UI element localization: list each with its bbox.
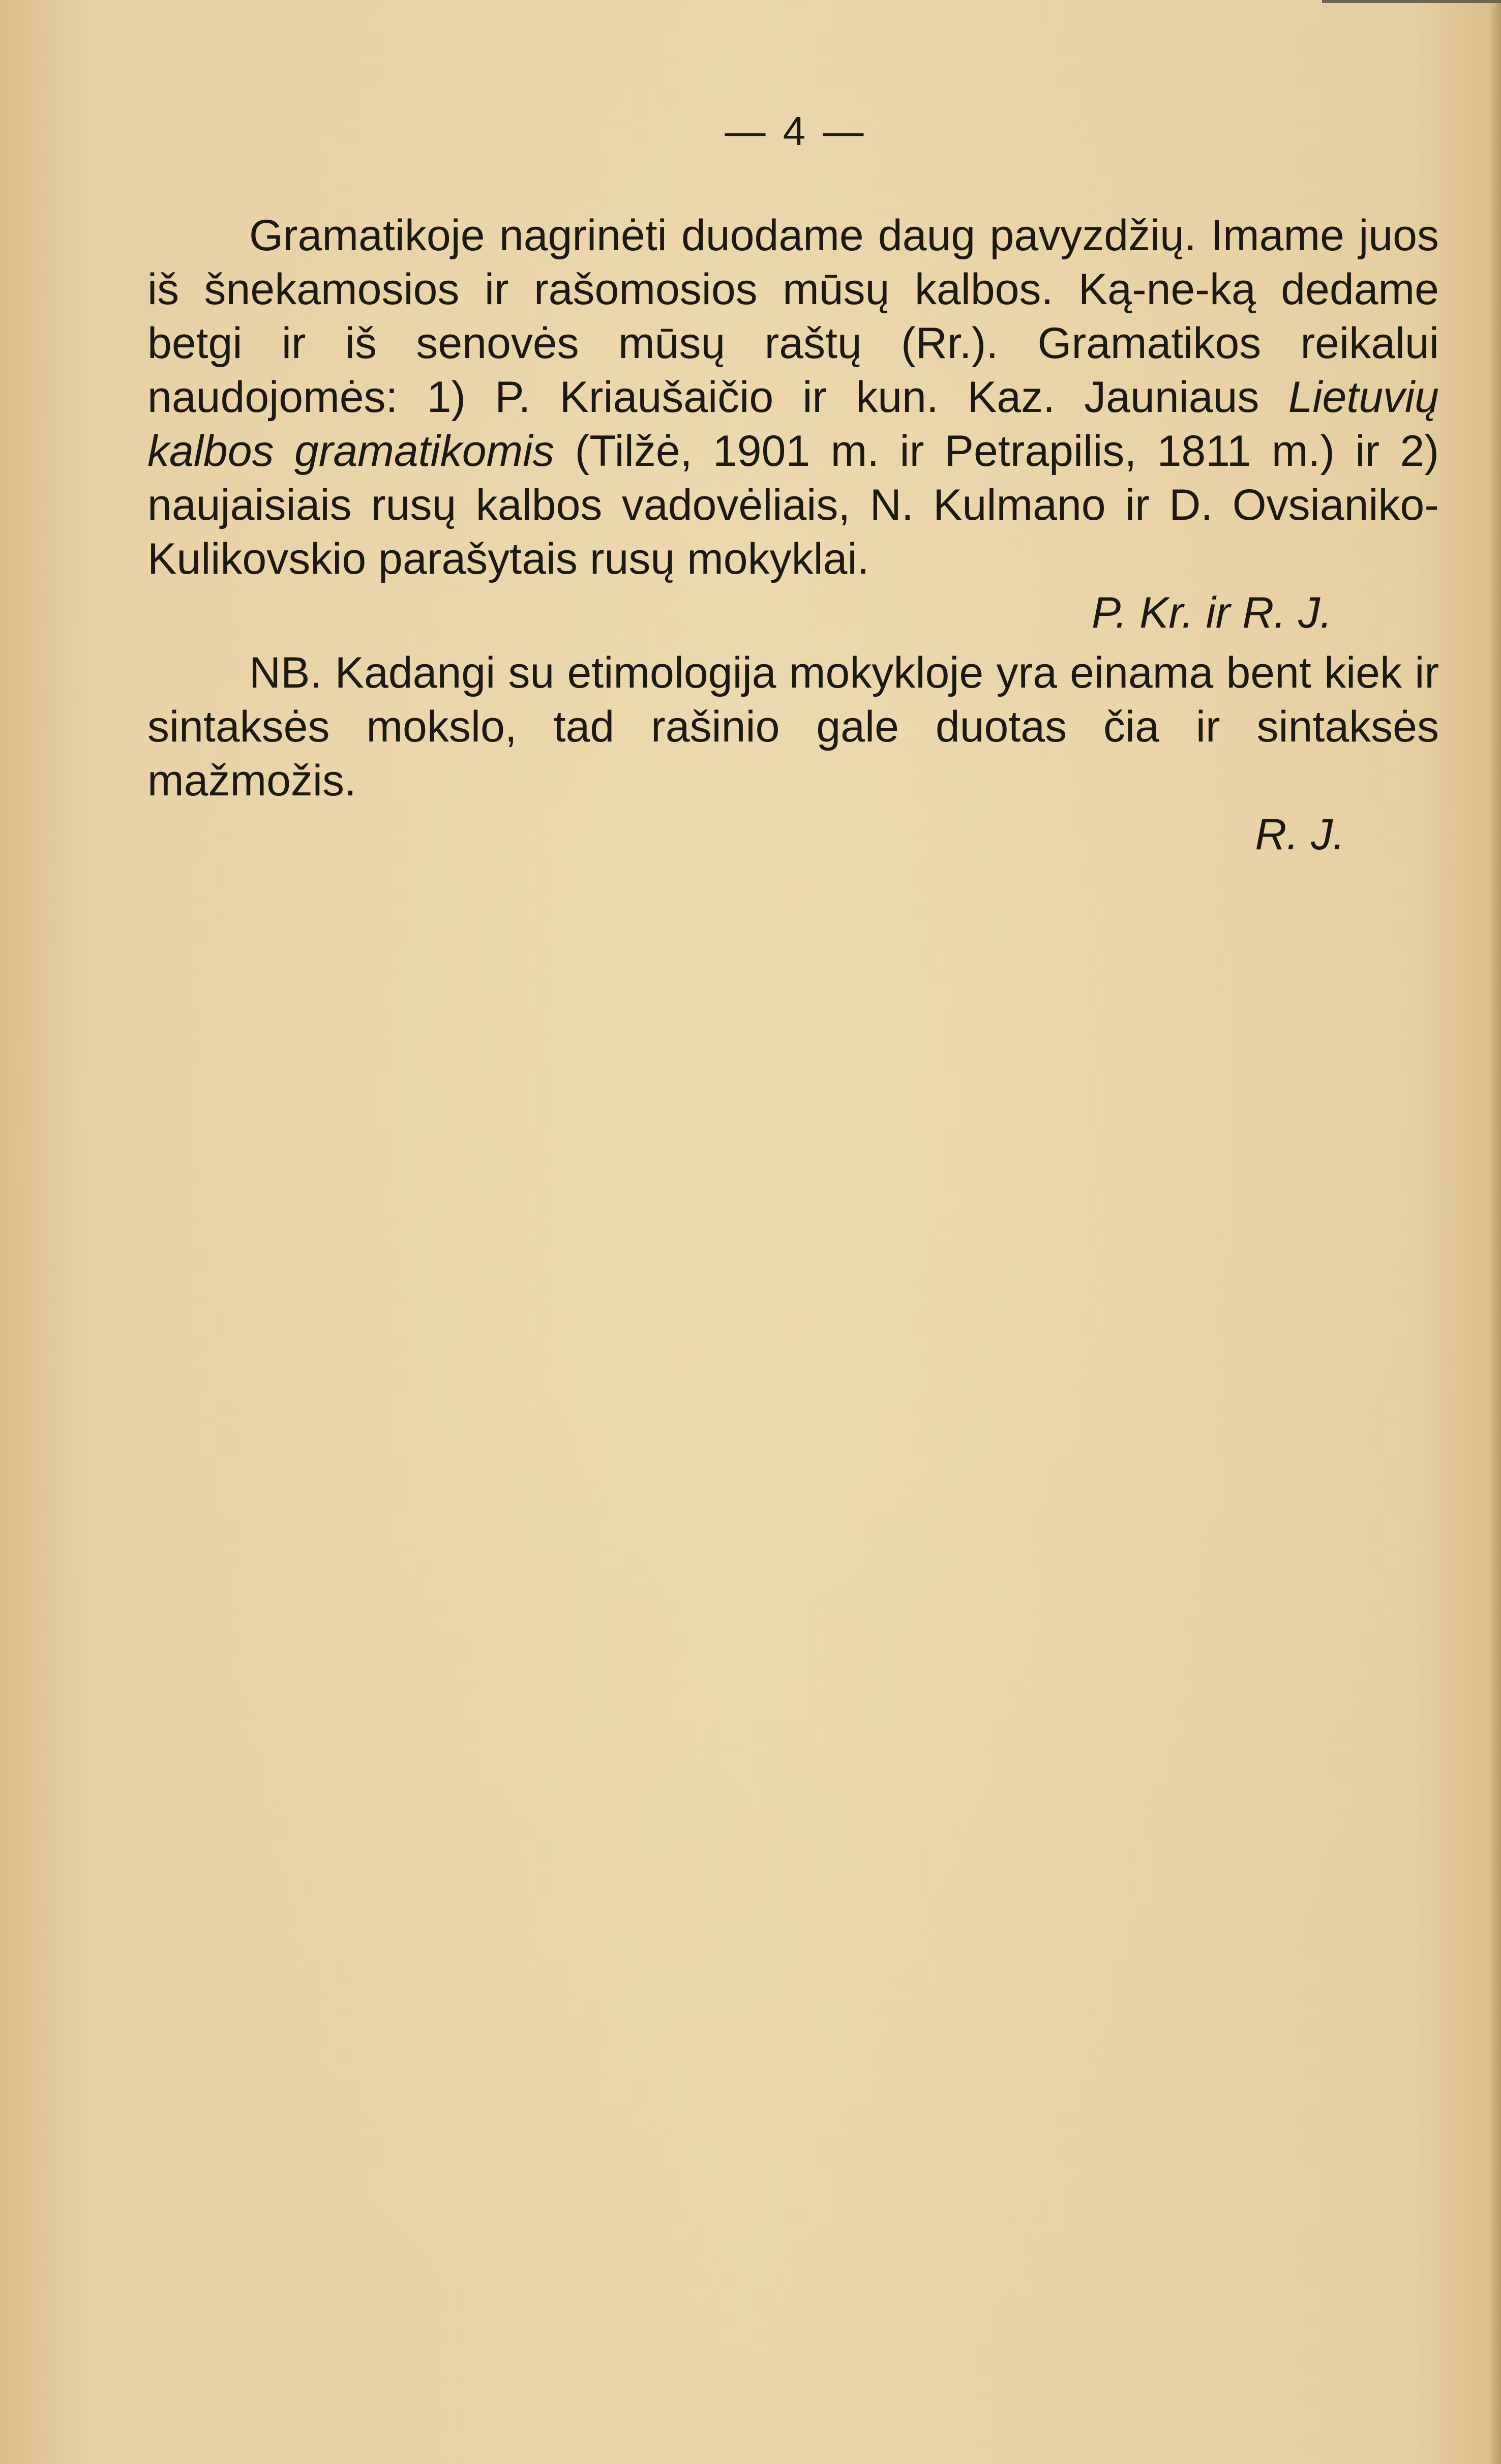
book-title-italic: Lietuvių kalbos gramatikomis: [147, 373, 1439, 476]
signature-initials: R. J.: [1255, 810, 1345, 859]
page-edge-top: [1322, 0, 1501, 3]
page-body: [147, 209, 1439, 862]
paragraph-text: (Tilžė, 1901 m. ir Petrapilis, 1811 m.) ir 2) naujaisiais rusų kalbos vadovėliais, N. Kulmano ir D. Ovsianiko-Kulikovskio parašytais rusų mokyklai.: [147, 427, 1439, 583]
page-edge-right: [1490, 0, 1501, 2464]
signature-authors: P. Kr. ir R. J.: [1091, 588, 1332, 637]
preface-paragraph: [147, 209, 1439, 586]
note-paragraph: NB. Kadangi su etimologija mokykloje yra einama bent kiek ir sintaksės mokslo, tad rašinio gale duotas čia ir sintaksės mažmožis.: [147, 648, 1439, 805]
paragraph-text: Gramatikoje nagrinėti duodame daug pavyzdžių. Imame juos iš šnekamosios ir rašomosios mūsų kalbos. Ką-ne-ką dedame betgi ir iš senovės mūsų raštų (Rr.). Gramatikos reikalui naudojomės: 1) P. Kriaušaičio ir kun. Kaz. Jauniaus: [147, 211, 1439, 422]
page-number: — 4 —: [725, 108, 867, 154]
